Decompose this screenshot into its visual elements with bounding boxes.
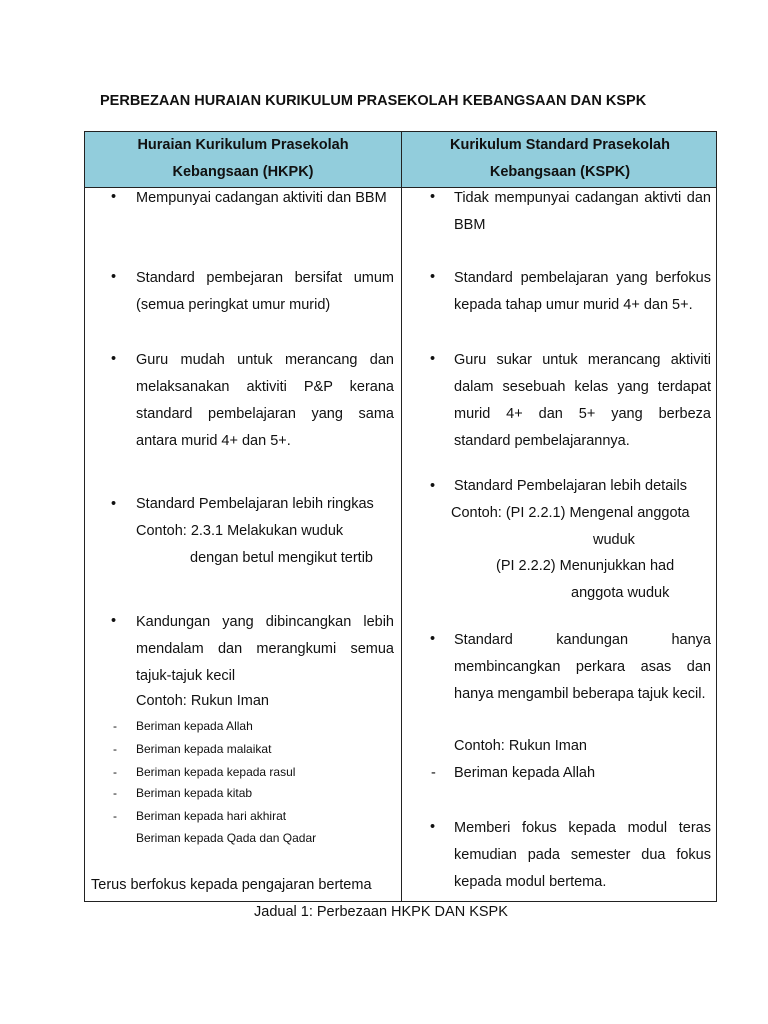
header-kspk: [402, 132, 718, 187]
kspk-item-2: Standard pembelajaran yang berfokus kepada tahap umur murid 4+ dan 5+.: [454, 270, 711, 313]
header-hkpk: [85, 132, 401, 187]
list-item: Beriman kepada Allah: [136, 719, 253, 733]
header-kspk-line1: Kurikulum Standard Prasekolah: [450, 137, 670, 153]
kspk-item-6: Memberi fokus kepada modul teras kemudian pada semester dua fokus kepada modul bertema.: [454, 820, 711, 890]
dash: -: [113, 786, 117, 800]
header-hkpk-line1: Huraian Kurikulum Prasekolah: [137, 137, 349, 153]
dash: -: [113, 719, 117, 733]
list-item: Beriman kepada malaikat: [136, 742, 272, 756]
hkpk-item-5-example: Contoh: Rukun Iman: [136, 693, 269, 709]
bullet: •: [430, 269, 436, 285]
kspk-item-5-example: Contoh: Rukun Iman: [454, 738, 587, 754]
hkpk-item-2: Standard pembejaran bersifat umum (semua peringkat umur murid): [136, 270, 394, 313]
kspk-item-4-example-1: Contoh: (PI 2.2.1) Mengenal anggota: [451, 505, 690, 521]
hkpk-item-4-example: Contoh: 2.3.1 Melakukan wuduk: [136, 523, 344, 539]
table-caption: Jadual 1: Perbezaan HKPK DAN KSPK: [254, 904, 508, 920]
bullet: •: [111, 496, 117, 512]
list-item: Beriman kepada Allah: [454, 765, 596, 781]
header-kspk-line2: Kebangsaan (KSPK): [489, 164, 631, 180]
kspk-item-4-example-2-cont: anggota wuduk: [571, 585, 670, 601]
dash: -: [431, 765, 436, 781]
kspk-item-3: Guru sukar untuk merancang aktiviti dalam sesebuah kelas yang terdapat murid 4+ dan 5+ yang berbeza standard pembelajarannya.: [454, 352, 711, 449]
bullet: •: [111, 351, 117, 367]
dash: -: [113, 809, 117, 823]
kspk-item-4-example-1-cont: wuduk: [593, 532, 635, 548]
kspk-item-4-example-2: (PI 2.2.2) Menunjukkan had: [496, 558, 675, 574]
hkpk-item-3: Guru mudah untuk merancang dan melaksanakan aktiviti P&P kerana standard pembelajaran yang sama antara murid 4+ dan 5+.: [136, 352, 394, 449]
dash: -: [113, 765, 117, 779]
kspk-item-4: Standard Pembelajaran lebih details: [454, 478, 687, 494]
list-item: Beriman kepada kitab: [136, 786, 253, 800]
list-item: Beriman kepada hari akhirat: [136, 809, 287, 823]
bullet: •: [430, 478, 436, 494]
hkpk-item-1: Mempunyai cadangan aktiviti dan BBM: [136, 190, 387, 206]
page-title: PERBEZAAN HURAIAN KURIKULUM PRASEKOLAH KEBANGSAAN DAN KSPK: [100, 93, 647, 109]
dash: -: [113, 742, 117, 756]
list-item: Beriman kepada Qada dan Qadar: [136, 831, 317, 845]
kspk-item-1: Tidak mempunyai cadangan aktivti dan BBM: [454, 190, 711, 233]
bullet: •: [111, 613, 117, 629]
kspk-item-5: Standard kandungan hanya membincangkan perkara asas dan hanya mengambil beberapa tajuk kecil.: [454, 632, 711, 702]
bullet: •: [430, 819, 436, 835]
column-divider: [401, 132, 402, 901]
list-item: Beriman kepada kepada rasul: [136, 765, 296, 779]
header-hkpk-line2: Kebangsaan (HKPK): [172, 164, 314, 180]
comparison-table: [84, 131, 717, 902]
bullet: •: [430, 189, 436, 205]
hkpk-item-4: Standard Pembelajaran lebih ringkas: [136, 496, 374, 512]
bullet: •: [430, 631, 436, 647]
hkpk-item-5: Kandungan yang dibincangkan lebih mendalam dan merangkumi semua tajuk-tajuk kecil: [136, 614, 394, 684]
bullet: •: [111, 189, 117, 205]
hkpk-item-4-example-cont: dengan betul mengikut tertib: [190, 550, 373, 566]
bullet: •: [430, 351, 436, 367]
bullet: •: [111, 269, 117, 285]
hkpk-footer: Terus berfokus kepada pengajaran bertema: [91, 877, 372, 893]
